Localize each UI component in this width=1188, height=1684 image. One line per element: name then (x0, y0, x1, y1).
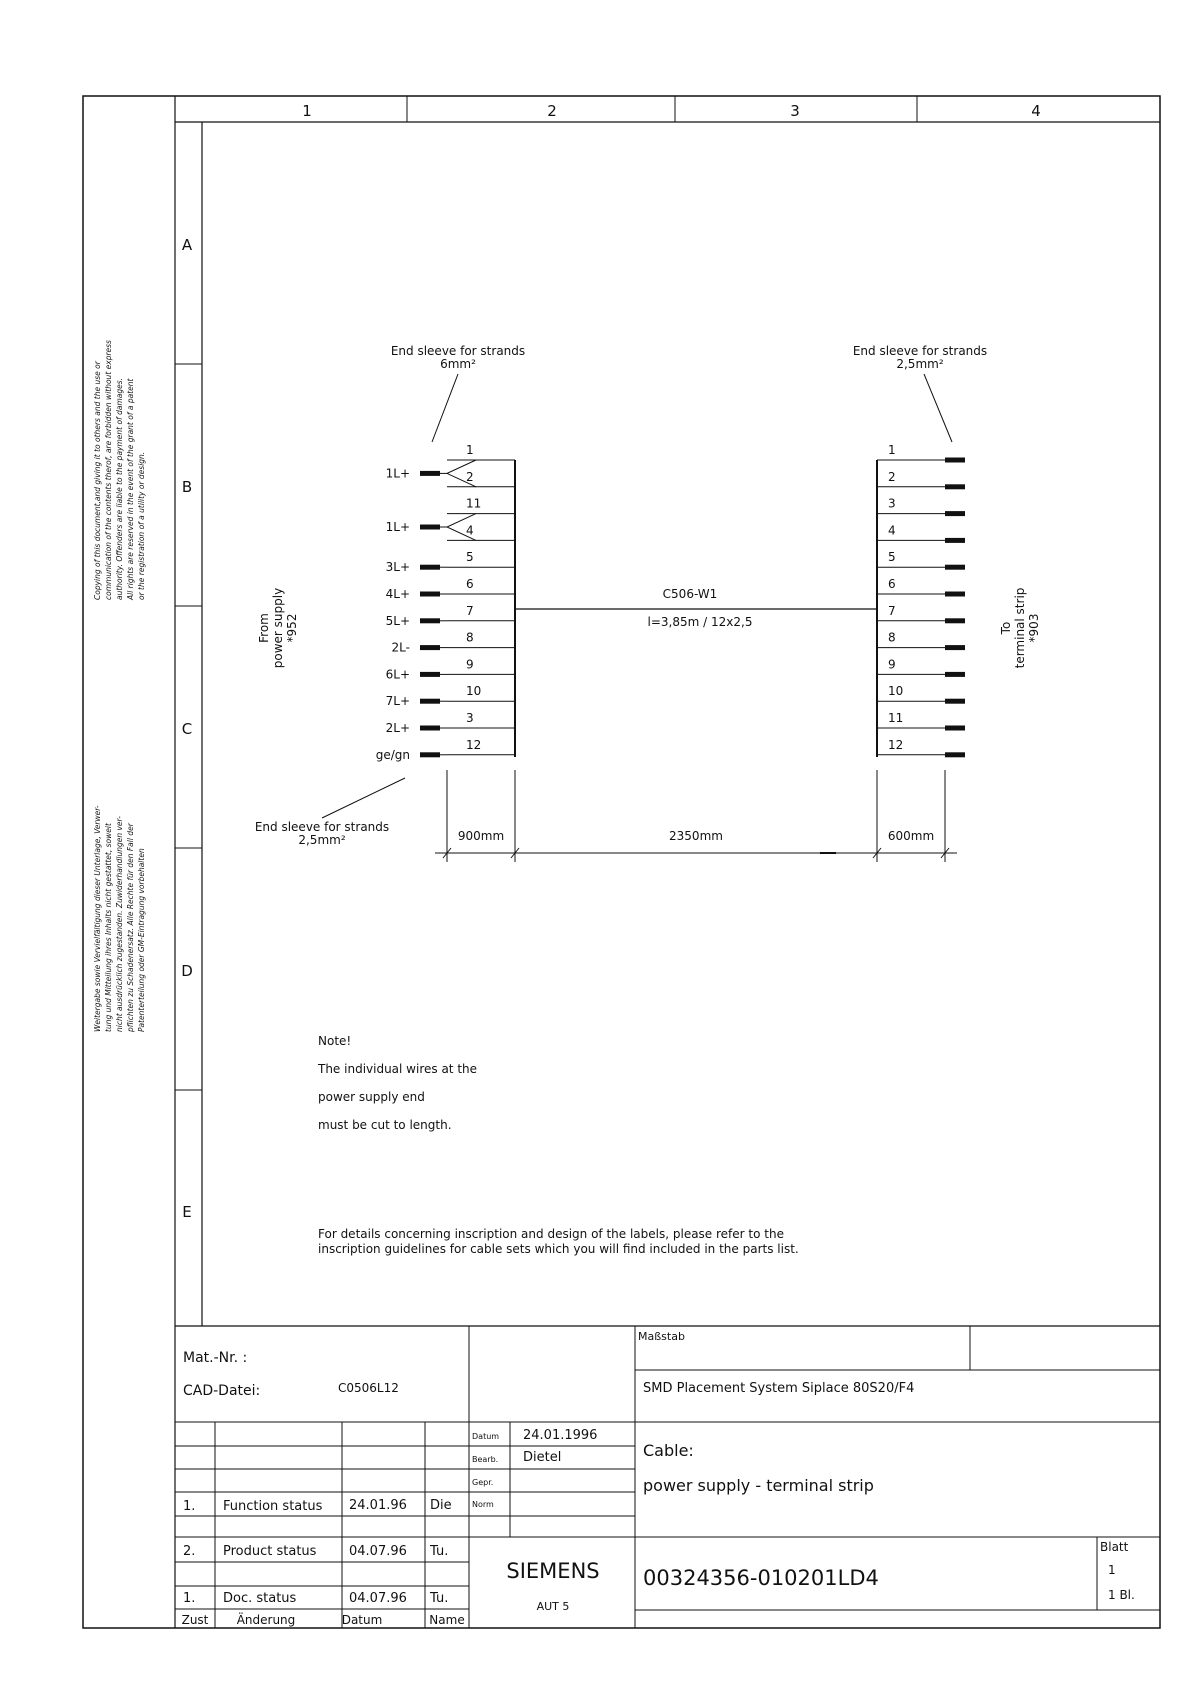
left-connector (376, 443, 515, 762)
gepr-label: Gepr. (472, 1478, 494, 1487)
left-signal-label: 3L+ (385, 560, 410, 575)
right-end-sleeve (945, 699, 965, 704)
right-wire-number: 4 (888, 523, 896, 538)
col-header-name: Name (429, 1613, 465, 1627)
column-label: 2 (547, 102, 557, 120)
note-line: Note! (318, 1034, 352, 1048)
left-wire-number: 3 (466, 711, 474, 725)
from-line: From (257, 613, 271, 643)
left-end-sleeve (420, 672, 440, 677)
massstab-label: Maßstab (638, 1330, 685, 1343)
sleeve-label-right-top: End sleeve for strands (852, 344, 988, 358)
rev-name: Die (430, 1498, 452, 1513)
right-end-sleeve (945, 726, 965, 731)
note-line: The individual wires at the (318, 1062, 478, 1076)
right-wire-number: 10 (888, 684, 904, 699)
cable-title: Cable: (643, 1441, 694, 1460)
to-label (999, 588, 1041, 669)
sleeve-size-right-top: 2,5mm² (896, 357, 944, 371)
row-label: B (181, 478, 193, 496)
from-label (257, 588, 299, 668)
rev-zust: 1. (183, 1591, 196, 1606)
left-signal-label: 2L+ (385, 721, 410, 735)
legal-line: communication of the contents therof, are forbidden without express (104, 340, 113, 600)
left-wire-number: 5 (466, 550, 474, 565)
to-line: To (999, 621, 1013, 635)
row-label: A (181, 236, 193, 254)
legal-line: Patenterteilung oder GM-Eintragung vorbehalten (137, 848, 146, 1032)
left-signal-label: 4L+ (385, 587, 410, 601)
system-name: SMD Placement System Siplace 80S20/F4 (643, 1381, 915, 1396)
legal-line: tung und Mitteilung ihres Inhalts nicht gestattet, soweit (104, 823, 113, 1032)
rev-change: Doc. status (223, 1591, 297, 1606)
rev-date: 24.01.96 (349, 1498, 407, 1513)
blatt-value: 1 (1108, 1563, 1116, 1577)
bearb-value: Dietel (523, 1450, 562, 1465)
right-wire-number: 2 (888, 469, 896, 484)
column-label: 3 (790, 102, 800, 120)
rev-date: 04.07.96 (349, 1591, 407, 1606)
left-signal-label: 7L+ (385, 694, 410, 709)
left-end-sleeve (420, 699, 440, 704)
left-signal-label: ge/gn (375, 747, 410, 762)
sleeve-size-left-bottom: 2,5mm² (298, 833, 346, 847)
left-wire-number: 12 (466, 737, 482, 752)
left-end-sleeve (420, 565, 440, 570)
left-end-sleeve (420, 471, 440, 476)
right-wire-number: 11 (888, 711, 904, 725)
right-end-sleeve (945, 672, 965, 677)
sleeve-leader (432, 374, 458, 442)
details-line: For details concerning inscription and design of the labels, please refer to the (318, 1227, 784, 1241)
dim-right-label: 600mm (887, 829, 935, 843)
left-signal-label: 6L+ (385, 667, 410, 682)
column-label: 1 (302, 102, 312, 120)
cable-name: C506-W1 (662, 587, 718, 601)
rev-zust: 2. (183, 1544, 196, 1559)
from-line: *952 (285, 613, 299, 643)
left-signal-label: 1L+ (385, 520, 410, 534)
right-wire-number: 1 (888, 443, 896, 457)
left-end-sleeve (420, 592, 440, 597)
sleeve-label-left-bottom: End sleeve for strands (254, 820, 390, 834)
right-end-sleeve (945, 752, 965, 757)
dim-middle-label: 2350mm (669, 829, 723, 843)
sleeve-leader (924, 374, 952, 442)
sleeve-leader (322, 778, 405, 818)
left-wire-number: 1 (466, 443, 474, 457)
title-block (175, 1326, 1160, 1628)
right-wire-number: 12 (888, 737, 904, 752)
row-label: C (181, 720, 193, 738)
cad-label: CAD-Datei: (183, 1383, 261, 1399)
legal-line: Weitergabe sowie Vervielfältigung dieser Unterlage, Verwer- (93, 805, 102, 1032)
left-signal-label: 1L+ (385, 466, 410, 481)
left-wire-number: 2 (466, 469, 474, 484)
department: AUT 5 (536, 1600, 570, 1613)
cable-spec: l=3,85m / 12x2,5 (647, 615, 753, 629)
norm-label: Norm (472, 1500, 494, 1509)
legal-line: or the registration of a utility or design. (137, 451, 146, 600)
left-wire-number: 10 (466, 684, 482, 699)
legal-line: nicht ausdrücklich zugestanden. Zuwiderhandlungen ver- (115, 816, 124, 1032)
right-end-sleeve (945, 511, 965, 516)
rev-zust: 1. (183, 1499, 196, 1514)
company-logo-text: SIEMENS (506, 1559, 600, 1583)
details-line: inscription guidelines for cable sets which you will find included in the parts list. (318, 1242, 799, 1256)
column-label: 4 (1031, 102, 1041, 120)
right-end-sleeve (945, 484, 965, 489)
datum-value: 24.01.1996 (523, 1428, 598, 1443)
col-header-zust: Zust (181, 1613, 209, 1627)
right-end-sleeve (945, 592, 965, 597)
legal-line: authority. Offenders are liable to the payment of damages. (115, 377, 124, 600)
blatt-label: Blatt (1100, 1540, 1129, 1554)
rev-name: Tu. (430, 1591, 449, 1606)
legal-line: pflichten zu Schadenersatz. Alle Rechte für den Fall der (126, 823, 135, 1032)
bearb-label: Bearb. (472, 1455, 499, 1464)
legal-notice-german (93, 805, 146, 1033)
note-line: must be cut to length. (318, 1118, 452, 1132)
sleeve-size-left-top: 6mm² (440, 357, 476, 371)
datum-label: Datum (472, 1432, 500, 1441)
rev-change: Function status (223, 1499, 323, 1514)
right-wire-number: 9 (888, 657, 896, 672)
drawing-number: 00324356-010201LD4 (643, 1566, 879, 1590)
left-end-sleeve (420, 752, 440, 757)
right-wire-number: 6 (888, 577, 896, 591)
left-end-sleeve (420, 618, 440, 623)
left-end-sleeve (420, 525, 440, 530)
left-signal-label: 5L+ (385, 613, 410, 628)
right-wire-number: 3 (888, 496, 896, 511)
legal-notice-english (93, 340, 146, 601)
left-wire-number: 6 (466, 577, 474, 591)
rev-change: Product status (223, 1544, 317, 1559)
row-label: D (181, 962, 193, 980)
right-end-sleeve (945, 458, 965, 463)
right-wire-number: 8 (888, 630, 896, 645)
from-line: power supply (271, 587, 285, 669)
right-end-sleeve (945, 645, 965, 650)
left-wire-number: 4 (466, 523, 474, 538)
left-signal-label: 2L- (391, 640, 410, 655)
dim-left-label: 900mm (457, 829, 505, 843)
right-end-sleeve (945, 538, 965, 543)
rev-date: 04.07.96 (349, 1544, 407, 1559)
right-wire-number: 5 (888, 550, 896, 565)
left-wire-number: 11 (466, 496, 482, 511)
cable-subtitle: power supply - terminal strip (643, 1476, 874, 1495)
left-end-sleeve (420, 726, 440, 731)
mat-nr-label: Mat.-Nr. : (183, 1350, 248, 1366)
note-line: power supply end (318, 1090, 425, 1104)
right-end-sleeve (945, 565, 965, 570)
cad-value: C0506L12 (338, 1381, 399, 1395)
left-end-sleeve (420, 645, 440, 650)
col-header-date: Datum (341, 1613, 383, 1627)
left-wire-number: 9 (466, 657, 474, 672)
legal-line: All rights are reserved in the event of the grant of a patent (126, 378, 135, 600)
legal-line: Copying of this document,and giving it to others and the use or (93, 361, 102, 600)
col-header-change: Änderung (236, 1613, 296, 1627)
right-wire-number: 7 (888, 603, 896, 618)
right-end-sleeve (945, 618, 965, 623)
right-connector (877, 443, 965, 757)
left-wire-number: 7 (466, 603, 474, 618)
row-label: E (182, 1203, 192, 1221)
blatt-total: 1 Bl. (1108, 1588, 1135, 1602)
rev-name: Tu. (430, 1544, 449, 1559)
left-wire-number: 8 (466, 630, 474, 645)
to-line: *903 (1027, 613, 1041, 643)
to-line: terminal strip (1013, 587, 1027, 669)
sleeve-label-left-top: End sleeve for strands (390, 344, 526, 358)
